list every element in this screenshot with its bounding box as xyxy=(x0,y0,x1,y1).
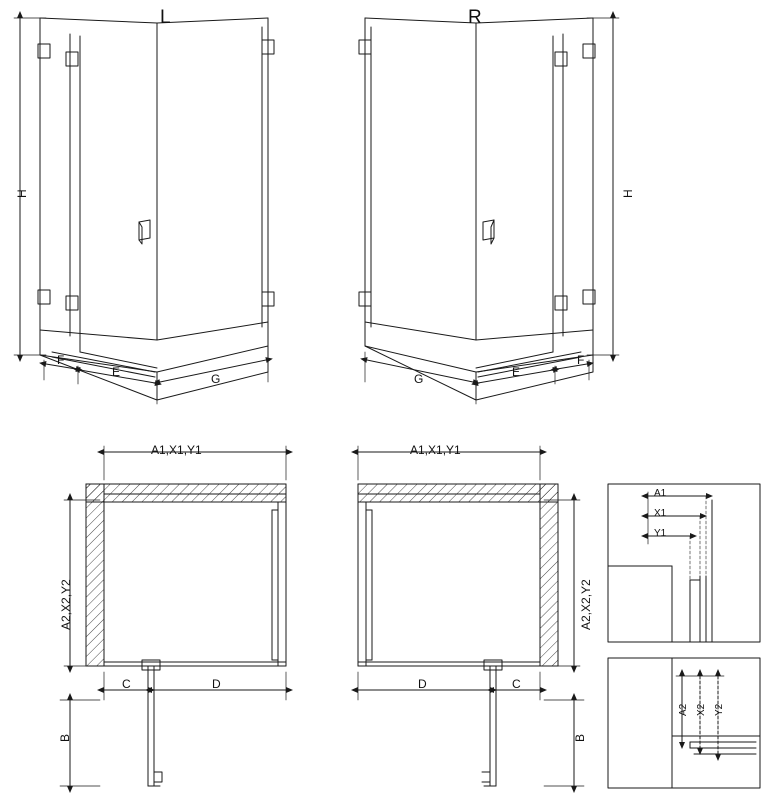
dimension-c-left: C xyxy=(122,677,131,691)
detail-bottom-geometry xyxy=(608,658,760,788)
label-left-view: L xyxy=(160,7,171,28)
dimension-b-left: B xyxy=(58,733,72,742)
dimension-e-right: E xyxy=(512,365,521,379)
view-left-3d-geometry xyxy=(14,18,274,404)
detail-top-geometry xyxy=(608,484,760,642)
dimension-c-right: C xyxy=(512,677,521,691)
dimension-b-right: B xyxy=(573,733,587,742)
detail-label-x1: X1 xyxy=(654,508,667,519)
dimension-g-right: G xyxy=(414,372,424,386)
dimension-a2x2y2-right: A2,X2,Y2 xyxy=(579,579,593,630)
detail-label-x2: X2 xyxy=(696,703,707,716)
dimension-a1x1y1-right: A1,X1,Y1 xyxy=(410,443,461,457)
detail-label-a1: A1 xyxy=(654,488,667,499)
view-right-3d-geometry xyxy=(359,18,619,404)
dimension-d-right: D xyxy=(418,677,427,691)
dimension-a1x1y1-left: A1,X1,Y1 xyxy=(151,443,202,457)
view-left-plan-geometry xyxy=(60,443,286,786)
label-right-view: R xyxy=(468,7,482,28)
dimension-h-right: H xyxy=(621,189,635,198)
dimension-e-left: E xyxy=(112,365,121,379)
detail-label-y2: Y2 xyxy=(714,703,725,716)
dimension-f-right: F xyxy=(577,353,585,367)
detail-label-y1: Y1 xyxy=(654,528,667,539)
detail-label-a2: A2 xyxy=(678,703,689,716)
dimension-g-left: G xyxy=(211,372,221,386)
dimension-h-left: H xyxy=(15,189,29,198)
dimension-d-left: D xyxy=(212,677,221,691)
dimension-a2x2y2-left: A2,X2,Y2 xyxy=(59,579,73,630)
dimension-f-left: F xyxy=(57,353,65,367)
